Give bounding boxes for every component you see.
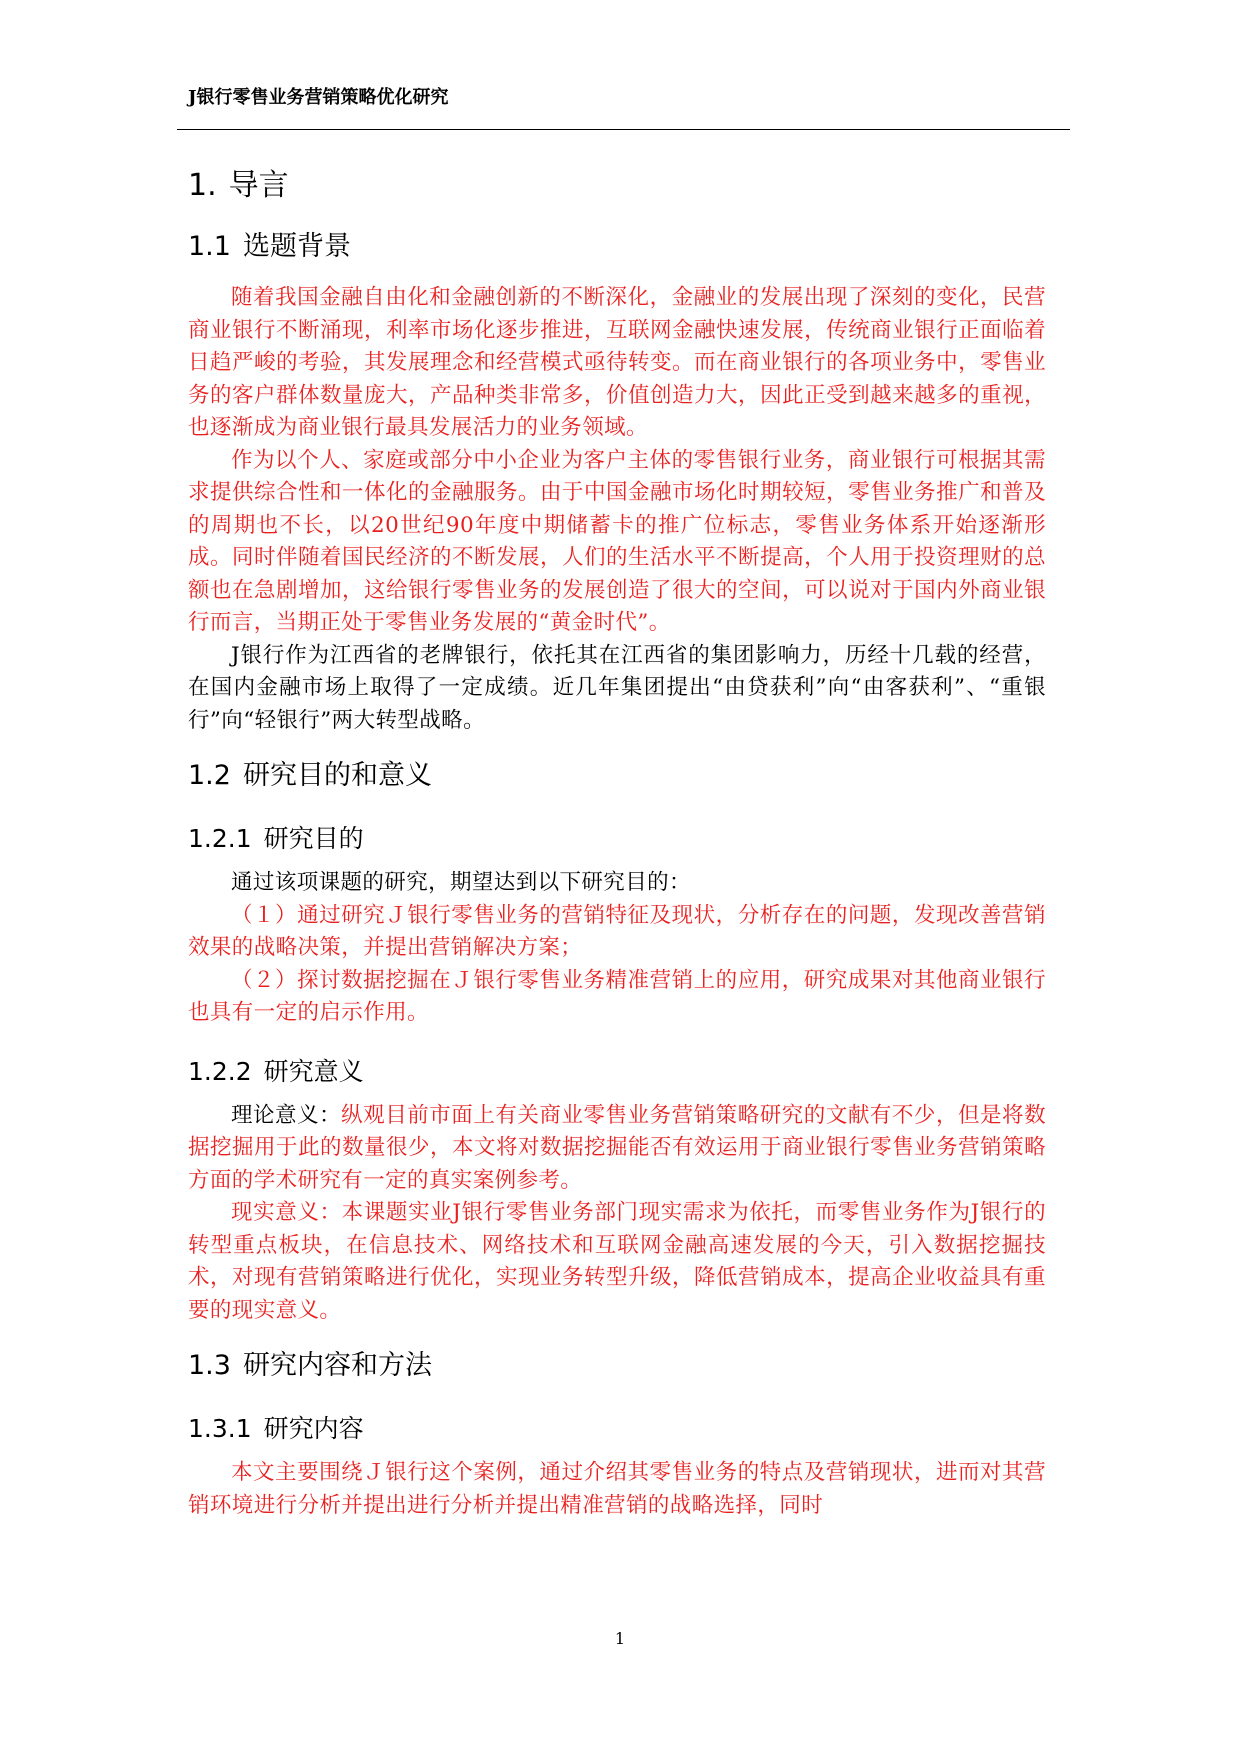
section-heading-1	[188, 164, 1046, 208]
section-number: 1.2.1	[188, 824, 252, 853]
background-paragraph-3: J银行作为江西省的老牌银行，依托其在江西省的集团影响力，历经十几载的经营，在国内金融市场上取得了一定成绩。近几年集团提出“由贷获利”向“由客获利”、“重银行”向“轻银行”两大转型战略。	[188, 642, 1046, 733]
background-paragraph-2: 作为以个人、家庭或部分中小企业为客户主体的零售银行业务，商业银行可根据其需求提供综合性和一体化的金融服务。由于中国金融市场化时期较短，零售业务推广和普及的周期也不长，以20世纪90年度中期储蓄卡的推广位标志，零售业务体系开始逐渐形成。同时伴随着国民经济的不断发展，人们的生活水平不断提高，个人用于投资理财的总额也在急剧增加，这给银行零售业务的发展创造了很大的空间，可以说对于国内外商业银行而言，当期正处于零售业务发展的“黄金时代”。	[188, 447, 1046, 635]
section-heading-1-2-2	[188, 1052, 1046, 1092]
section-number: 1.3.1	[188, 1414, 252, 1443]
background-paragraph-1: 随着我国金融自由化和金融创新的不断深化，金融业的发展出现了深刻的变化，民营商业银行不断涌现，利率市场化逐步推进，互联网金融快速发展，传统商业银行正面临着日趋严峻的考验，其发展理念和经营模式亟待转变。而在商业银行的各项业务中，零售业务的客户群体数量庞大，产品种类非常多，价值创造力大，因此正受到越来越多的重视，也逐渐成为商业银行最具发展活力的业务领域。	[188, 285, 1046, 440]
section-title: 研究目的和意义	[242, 760, 432, 791]
significance-theory-label: 理论意义：	[231, 1102, 342, 1128]
page-number: 1	[614, 1629, 626, 1648]
section-number: 1.3	[188, 1350, 231, 1381]
significance-theory-text: 纵观目前市面上有关商业零售业务营销策略研究的文献有不少，但是将数据挖掘用于此的数量很少，本文将对数据挖掘能否有效运用于商业银行零售业务营销策略方面的学术研究有一定的真实案例参考。	[188, 1102, 1046, 1193]
section-title: 研究意义	[263, 1056, 364, 1086]
purpose-intro: 通过该项课题的研究，期望达到以下研究目的：	[231, 870, 691, 895]
section-number: 1.2.2	[188, 1056, 252, 1086]
section-heading-1-2	[188, 755, 1046, 797]
significance-theory-paragraph	[188, 1100, 1046, 1198]
section-number: 1.1	[188, 231, 231, 262]
section-number: 1.2	[188, 760, 231, 791]
section-title: 研究目的	[263, 824, 364, 853]
section-title: 导言	[228, 168, 289, 203]
section-heading-1-1	[188, 226, 1046, 268]
section-number: 1.	[188, 168, 217, 203]
section-title: 研究内容和方法	[242, 1350, 432, 1381]
content-paragraph-1: 本文主要围绕Ｊ银行这个案例，通过介绍其零售业务的特点及营销现状，进而对其营销环境进行分析并提出进行分析并提出精准营销的战略选择，同时	[188, 1460, 1046, 1518]
running-header-title: J银行零售业务营销策略优化研究	[188, 87, 449, 108]
page-body	[188, 160, 1046, 1522]
section-heading-1-2-1	[188, 819, 1046, 859]
significance-practice-paragraph: 现实意义：本课题实业J银行零售业务部门现实需求为依托，而零售业务作为J银行的转型重点板块，在信息技术、网络技术和互联网金融高速发展的今天，引入数据挖掘技术，对现有营销策略进行优化，实现业务转型升级，降低营销成本，提高企业收益具有重要的现实意义。	[188, 1200, 1046, 1323]
purpose-item-2: （２）探讨数据挖掘在Ｊ银行零售业务精准营销上的应用，研究成果对其他商业银行也具有一定的启示作用。	[188, 967, 1046, 1025]
section-title: 研究内容	[263, 1414, 364, 1443]
header-rule	[177, 129, 1070, 130]
section-title: 选题背景	[242, 231, 351, 262]
section-heading-1-3-1	[188, 1409, 1046, 1449]
purpose-item-1: （１）通过研究Ｊ银行零售业务的营销特征及现状，分析存在的问题，发现改善营销效果的战略决策，并提出营销解决方案；	[188, 902, 1046, 960]
section-heading-1-3	[188, 1345, 1046, 1387]
